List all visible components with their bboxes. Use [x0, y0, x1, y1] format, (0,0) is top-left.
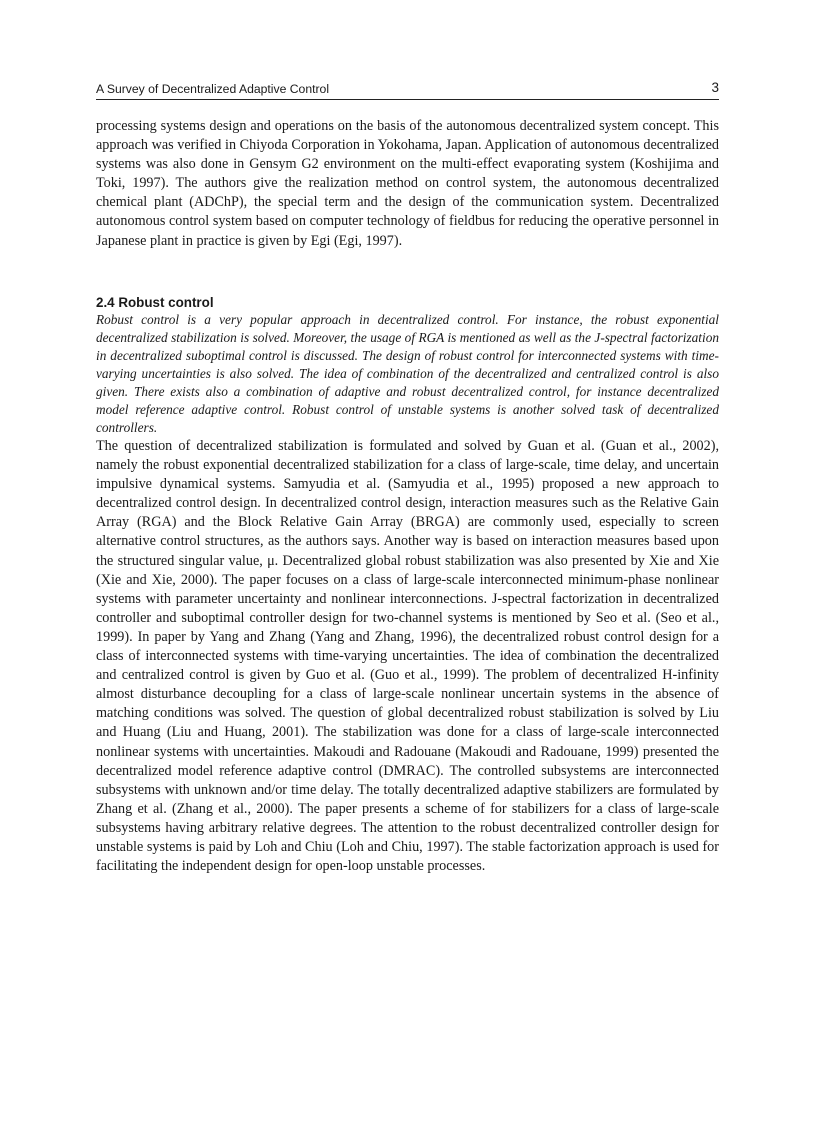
section-summary: Robust control is a very popular approach in decentralized control. For instance, the robust exponential decentralized stabilization is solved. Moreover, the usage of RGA is mentioned as well as the J-spectral factorization in decentralized suboptimal control is discussed. The design of robust control for interconnected systems with time-varying uncertainties is also solved. The idea of combination of the decentralized and centralized control is also given. There exists also a combination of adaptive and robust decentralized control, for instance decentralized model reference adaptive control. Robust control of unstable systems is another solved task of decentralized controllers.: [96, 312, 719, 436]
page-number: 3: [711, 80, 719, 95]
running-header-title: A Survey of Decentralized Adaptive Control: [96, 82, 330, 96]
section-body-paragraph: The question of decentralized stabilization is formulated and solved by Guan et al. (Guan et al., 2002), namely the robust exponential decentralized stabilization for a class of large-scale, time delay, and uncertain impulsive dynamical systems. Samyudia et al. (Samyudia et al., 1995) proposed a new approach to decentralized control design. In decentralized control design, interaction measures such as the Relative Gain Array (RGA) and the Block Relative Gain Array (BRGA) are commonly used, especially to screen alternative control structures, as the authors says. Another way is based on interaction measures based upon the structured singular value, μ. Decentralized global robust stabilization was also presented by Xie and Xie (Xie and Xie, 2000). The paper focuses on a class of large-scale interconnected minimum-phase nonlinear systems with parameter uncertainty and nonlinear interconnections. J-spectral factorization in decentralized controller and suboptimal controller design for two-channel systems is mentioned by Seo et al. (Seo et al., 1999). In paper by Yang and Zhang (Yang and Zhang, 1996), the decentralized robust control design for a class of interconnected systems with time-varying uncertainties. The idea of combination the decentralized and centralized control is given by Guo et al. (Guo et al., 1999). The problem of decentralized H-infinity almost disturbance decoupling for a class of large-scale nonlinear uncertain systems in the absence of matching conditions was solved. The question of global decentralized robust stabilization is solved by Liu and Huang (Liu and Huang, 2001). The stabilization was done for a class of large-scale interconnected nonlinear systems with uncertainties. Makoudi and Radouane (Makoudi and Radouane, 1999) presented the decentralized model reference adaptive control (DMRAC). The controlled subsystems are interconnected subsystems with unknown and/or time delay. The totally decentralized adaptive stabilizers are formulated by Zhang et al. (Zhang et al., 2000). The paper presents a scheme of for stabilizers for a class of large-scale subsystems having arbitrary relative degrees. The attention to the robust decentralized controller design for unstable systems is paid by Loh and Chiu (Loh and Chiu, 1997). The stable factorization approach is used for facilitating the independent design for open-loop unstable processes.: [96, 438, 719, 875]
section-heading: 2.4 Robust control: [96, 295, 214, 310]
paragraph-continued: processing systems design and operations on the basis of the autonomous decentralized system concept. This approach was verified in Chiyoda Corporation in Yokohama, Japan. Application of autonomous decentralized systems was also done in Gensym G2 environment on the multi-effect evaporating system (Koshijima and Toki, 1997). The authors give the realization method on control system, the autonomous decentralized chemical plant (ADChP), the special term and the design of the communication system. Decentralized autonomous control system based on computer technology of fieldbus for reducing the operative personnel in Japanese plant in practice is given by Egi (Egi, 1997).: [96, 118, 719, 249]
running-header: [96, 81, 719, 100]
